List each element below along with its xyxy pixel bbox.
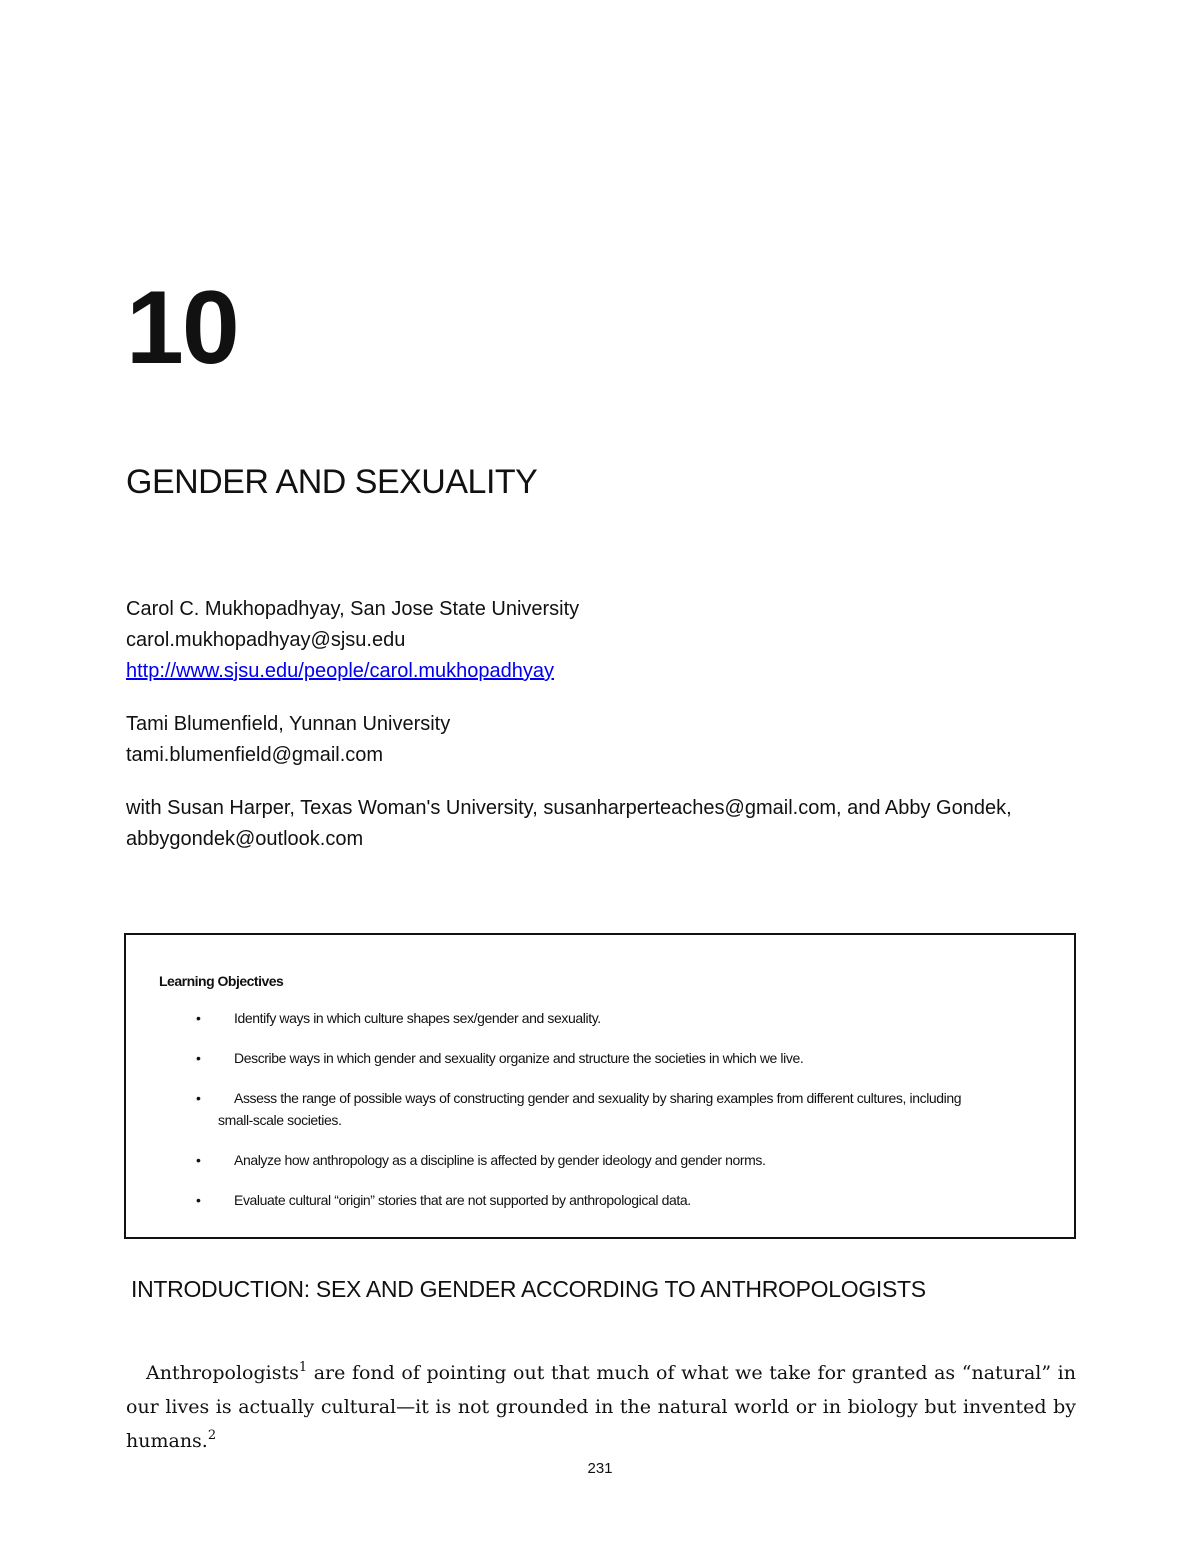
author1-url-link[interactable]: http://www.sjsu.edu/people/carol.mukhopadhyay <box>126 660 555 682</box>
bullet-icon: • <box>196 1010 201 1026</box>
learning-objectives-list <box>194 1007 1044 1229</box>
objective-item: • Identify ways in which culture shapes sex/gender and sexuality. <box>194 1007 1044 1029</box>
author-block <box>126 594 1086 855</box>
page-number: 231 <box>587 1460 613 1477</box>
chapter-title: GENDER AND SEXUALITY <box>126 463 538 501</box>
learning-objectives-box <box>124 933 1076 1239</box>
footnote-ref-1[interactable]: 1 <box>298 1360 308 1375</box>
objective-item: • Describe ways in which gender and sexuality organize and structure the societies in which we live. <box>194 1047 1044 1069</box>
learning-objectives-heading: Learning Objectives <box>159 973 284 989</box>
bullet-icon: • <box>196 1192 201 1208</box>
contributors-line-1: with Susan Harper, Texas Woman's University, susanharperteaches@gmail.com, and Abby Gondek, <box>126 797 1012 819</box>
objective-item: • Assess the range of possible ways of constructing gender and sexuality by sharing examples from different cultures, including small-scale societies. <box>194 1087 1044 1131</box>
section-heading: INTRODUCTION: SEX AND GENDER ACCORDING TO ANTHROPOLOGISTS <box>131 1276 926 1302</box>
objective-item: • Evaluate cultural “origin” stories that are not supported by anthropological data. <box>194 1189 1044 1211</box>
bullet-icon: • <box>196 1090 201 1106</box>
bullet-icon: • <box>196 1152 201 1168</box>
body-paragraph: Anthropologists$^1$ are fond of pointing out that much of what we take for granted as “natural” in our lives is actually cultural—it is not grounded in the natural world or in biology but invented by humans.$^2$ <box>126 1360 1076 1452</box>
author1-email: carol.mukhopadhyay@sjsu.edu <box>126 629 406 651</box>
contributors-line-2: abbygondek@outlook.com <box>126 828 364 850</box>
author1-affiliation: Carol C. Mukhopadhyay, San Jose State University <box>126 598 580 620</box>
author2-email: tami.blumenfield@gmail.com <box>126 744 384 766</box>
footnote-ref-2[interactable]: 2 <box>207 1428 217 1443</box>
objective-item: • Analyze how anthropology as a discipline is affected by gender ideology and gender norms. <box>194 1149 1044 1171</box>
author2-affiliation: Tami Blumenfield, Yunnan University <box>126 713 451 735</box>
chapter-number: 10 <box>126 270 238 386</box>
bullet-icon: • <box>196 1050 201 1066</box>
